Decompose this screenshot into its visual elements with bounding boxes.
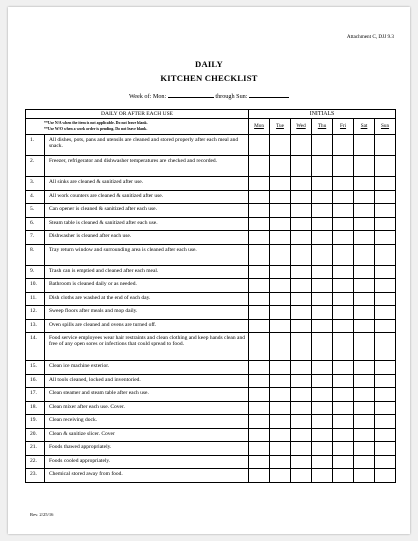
initials-cell-sat[interactable]: [354, 244, 375, 265]
initials-cell-sun[interactable]: [375, 279, 396, 293]
initials-cell-thu[interactable]: [312, 292, 333, 306]
initials-cell-fri[interactable]: [333, 319, 354, 333]
initials-cell-wed[interactable]: [291, 333, 312, 361]
checklist-row: [26, 333, 396, 361]
item-text: Chemical stored away from food.: [45, 469, 249, 483]
initials-cell-sat[interactable]: [354, 279, 375, 293]
item-number: 22.: [26, 455, 45, 469]
item-number: 23.: [26, 469, 45, 483]
item-number: 15.: [26, 361, 45, 375]
initials-cell-sun[interactable]: [375, 455, 396, 469]
checklist-row: [26, 156, 396, 177]
initials-cell-mon[interactable]: [249, 135, 270, 156]
item-text: Clean & sanitize slicer. Cover: [45, 428, 249, 442]
initials-cell-sun[interactable]: [375, 442, 396, 456]
initials-cell-sun[interactable]: [375, 217, 396, 231]
item-text: All dishes, pots, pans and utensils are cleaned and stored properly after each meal and snack.: [45, 135, 249, 156]
day-header-sun: Sun: [375, 119, 396, 135]
initials-cell-tue[interactable]: [270, 204, 291, 218]
initials-cell-mon[interactable]: [249, 333, 270, 361]
initials-cell-tue[interactable]: [270, 415, 291, 429]
week-of-label: Week of: Mon:: [128, 93, 167, 100]
item-text: Tray return window and surrounding area is cleaned after each use.: [45, 244, 249, 265]
initials-cell-wed[interactable]: [291, 469, 312, 483]
item-text: Bathroom is cleaned daily or as needed.: [45, 279, 249, 293]
item-number: 3.: [26, 177, 45, 191]
initials-cell-thu[interactable]: [312, 469, 333, 483]
initials-cell-thu[interactable]: [312, 415, 333, 429]
initials-cell-fri[interactable]: [333, 156, 354, 177]
revision-label: Rev. 2/25/16: [30, 512, 54, 517]
initials-cell-fri[interactable]: [333, 231, 354, 245]
checklist-row: [26, 374, 396, 388]
initials-cell-sun[interactable]: [375, 361, 396, 375]
initials-cell-fri[interactable]: [333, 428, 354, 442]
initials-cell-sun[interactable]: [375, 190, 396, 204]
item-text: Foods thawed appropriately.: [45, 442, 249, 456]
checklist-row: [26, 428, 396, 442]
initials-cell-mon[interactable]: [249, 442, 270, 456]
initials-cell-sat[interactable]: [354, 265, 375, 279]
item-number: 9.: [26, 265, 45, 279]
initials-cell-mon[interactable]: [249, 217, 270, 231]
week-line: [8, 91, 410, 100]
initials-cell-wed[interactable]: [291, 231, 312, 245]
initials-cell-sat[interactable]: [354, 415, 375, 429]
initials-cell-sun[interactable]: [375, 388, 396, 402]
initials-cell-tue[interactable]: [270, 217, 291, 231]
initials-cell-sun[interactable]: [375, 135, 396, 156]
initials-cell-wed[interactable]: [291, 415, 312, 429]
initials-cell-thu[interactable]: [312, 135, 333, 156]
item-text: Dish cloths are washed at the end of each day.: [45, 292, 249, 306]
item-text: All sinks are cleaned & sanitized after use.: [45, 177, 249, 191]
initials-cell-sat[interactable]: [354, 388, 375, 402]
initials-cell-thu[interactable]: [312, 265, 333, 279]
item-number: 21.: [26, 442, 45, 456]
initials-cell-thu[interactable]: [312, 374, 333, 388]
initials-cell-wed[interactable]: [291, 244, 312, 265]
initials-cell-sat[interactable]: [354, 361, 375, 375]
initials-cell-wed[interactable]: [291, 190, 312, 204]
initials-cell-tue[interactable]: [270, 469, 291, 483]
initials-cell-thu[interactable]: [312, 279, 333, 293]
item-text: Can opener is cleaned & sanitized after each use.: [45, 204, 249, 218]
initials-cell-wed[interactable]: [291, 177, 312, 191]
initials-cell-tue[interactable]: [270, 292, 291, 306]
initials-cell-mon[interactable]: [249, 177, 270, 191]
day-header-fri: Fri: [333, 119, 354, 135]
item-text: Oven spills are cleaned and ovens are turned off.: [45, 319, 249, 333]
initials-cell-wed[interactable]: [291, 374, 312, 388]
initials-cell-thu[interactable]: [312, 455, 333, 469]
initials-cell-mon[interactable]: [249, 306, 270, 320]
initials-cell-fri[interactable]: [333, 190, 354, 204]
item-text: Clean steamer and steam table after each use.: [45, 388, 249, 402]
initials-cell-wed[interactable]: [291, 306, 312, 320]
initials-cell-sat[interactable]: [354, 469, 375, 483]
item-number: 10.: [26, 279, 45, 293]
initials-cell-tue[interactable]: [270, 455, 291, 469]
initials-cell-wed[interactable]: [291, 265, 312, 279]
initials-cell-tue[interactable]: [270, 306, 291, 320]
initials-cell-fri[interactable]: [333, 244, 354, 265]
initials-cell-wed[interactable]: [291, 292, 312, 306]
initials-cell-sun[interactable]: [375, 333, 396, 361]
item-text: Dishwasher is cleaned after each use.: [45, 231, 249, 245]
initials-cell-sat[interactable]: [354, 401, 375, 415]
through-label: through Sun:: [215, 93, 248, 100]
item-number: 20.: [26, 428, 45, 442]
initials-cell-tue[interactable]: [270, 361, 291, 375]
initials-cell-mon[interactable]: [249, 469, 270, 483]
initials-cell-fri[interactable]: [333, 292, 354, 306]
initials-cell-sun[interactable]: [375, 306, 396, 320]
initials-cell-tue[interactable]: [270, 135, 291, 156]
initials-cell-thu[interactable]: [312, 156, 333, 177]
initials-cell-fri[interactable]: [333, 135, 354, 156]
initials-cell-wed[interactable]: [291, 401, 312, 415]
item-number: 5.: [26, 204, 45, 218]
initials-cell-mon[interactable]: [249, 190, 270, 204]
item-text: Foods cooled appropriately.: [45, 455, 249, 469]
checklist-row: [26, 306, 396, 320]
initials-cell-tue[interactable]: [270, 156, 291, 177]
checklist-row: [26, 204, 396, 218]
initials-cell-sat[interactable]: [354, 135, 375, 156]
checklist-row: [26, 135, 396, 156]
initials-cell-sat[interactable]: [354, 190, 375, 204]
initials-cell-mon[interactable]: [249, 388, 270, 402]
initials-cell-fri[interactable]: [333, 374, 354, 388]
initials-cell-wed[interactable]: [291, 217, 312, 231]
checklist-row: [26, 190, 396, 204]
initials-cell-wed[interactable]: [291, 455, 312, 469]
initials-cell-sat[interactable]: [354, 442, 375, 456]
item-number: 16.: [26, 374, 45, 388]
section-header: DAILY OR AFTER EACH USE: [26, 110, 249, 119]
initials-cell-thu[interactable]: [312, 190, 333, 204]
checklist-row: [26, 361, 396, 375]
title-kitchen-checklist: KITCHEN CHECKLIST: [160, 73, 258, 83]
title-daily: DAILY: [195, 59, 223, 69]
initials-cell-thu[interactable]: [312, 244, 333, 265]
day-header-thu: Thu: [312, 119, 333, 135]
initials-cell-tue[interactable]: [270, 244, 291, 265]
day-header-sat: Sat: [354, 119, 375, 135]
initials-cell-sun[interactable]: [375, 156, 396, 177]
day-header-tue: Tue: [270, 119, 291, 135]
initials-cell-tue[interactable]: [270, 190, 291, 204]
item-number: 7.: [26, 231, 45, 245]
initials-cell-fri[interactable]: [333, 177, 354, 191]
initials-cell-wed[interactable]: [291, 135, 312, 156]
initials-cell-thu[interactable]: [312, 231, 333, 245]
initials-cell-thu[interactable]: [312, 306, 333, 320]
initials-cell-mon[interactable]: [249, 428, 270, 442]
initials-cell-fri[interactable]: [333, 217, 354, 231]
initials-cell-sun[interactable]: [375, 204, 396, 218]
initials-cell-sun[interactable]: [375, 231, 396, 245]
initials-cell-sat[interactable]: [354, 374, 375, 388]
initials-cell-tue[interactable]: [270, 177, 291, 191]
initials-cell-sun[interactable]: [375, 265, 396, 279]
initials-cell-mon[interactable]: [249, 374, 270, 388]
item-text: Clean receiving dock.: [45, 415, 249, 429]
initials-cell-fri[interactable]: [333, 455, 354, 469]
initials-cell-tue[interactable]: [270, 279, 291, 293]
checklist-row: [26, 469, 396, 483]
initials-cell-tue[interactable]: [270, 428, 291, 442]
initials-cell-tue[interactable]: [270, 231, 291, 245]
initials-cell-mon[interactable]: [249, 361, 270, 375]
initials-cell-mon[interactable]: [249, 279, 270, 293]
initials-cell-mon[interactable]: [249, 415, 270, 429]
week-start-field[interactable]: [168, 91, 214, 98]
initials-cell-sun[interactable]: [375, 469, 396, 483]
item-number: 6.: [26, 217, 45, 231]
initials-cell-mon[interactable]: [249, 319, 270, 333]
initials-cell-fri[interactable]: [333, 469, 354, 483]
initials-cell-tue[interactable]: [270, 265, 291, 279]
initials-cell-mon[interactable]: [249, 244, 270, 265]
initials-cell-mon[interactable]: [249, 292, 270, 306]
checklist-row: [26, 388, 396, 402]
item-number: 13.: [26, 319, 45, 333]
initials-cell-sun[interactable]: [375, 415, 396, 429]
initials-cell-sun[interactable]: [375, 319, 396, 333]
initials-cell-sat[interactable]: [354, 455, 375, 469]
item-text: Sweep floors after meals and mop daily.: [45, 306, 249, 320]
initials-cell-sun[interactable]: [375, 177, 396, 191]
initials-cell-thu[interactable]: [312, 204, 333, 218]
initials-cell-wed[interactable]: [291, 279, 312, 293]
day-header-wed: Wed: [291, 119, 312, 135]
item-number: 17.: [26, 388, 45, 402]
initials-cell-sun[interactable]: [375, 401, 396, 415]
initials-cell-sat[interactable]: [354, 204, 375, 218]
initials-cell-fri[interactable]: [333, 361, 354, 375]
checklist-row: [26, 231, 396, 245]
initials-cell-mon[interactable]: [249, 265, 270, 279]
notes-day-row: [26, 119, 396, 135]
initials-cell-sat[interactable]: [354, 319, 375, 333]
item-text: Food service employees wear hair restraints and clean clothing and keep hands clean and free of any open sores or infections that could spread to food.: [45, 333, 249, 361]
initials-cell-sat[interactable]: [354, 217, 375, 231]
initials-cell-fri[interactable]: [333, 279, 354, 293]
item-number: 2.: [26, 156, 45, 177]
checklist-row: [26, 415, 396, 429]
item-number: 1.: [26, 135, 45, 156]
initials-cell-wed[interactable]: [291, 442, 312, 456]
initials-cell-mon[interactable]: [249, 156, 270, 177]
initials-cell-sun[interactable]: [375, 428, 396, 442]
item-text: Freezer, refrigerator and dishwasher temperatures are checked and recorded.: [45, 156, 249, 177]
item-number: 12.: [26, 306, 45, 320]
item-text: Clean ice machine exterior.: [45, 361, 249, 375]
checklist-row: [26, 244, 396, 265]
initials-cell-tue[interactable]: [270, 401, 291, 415]
initials-cell-thu[interactable]: [312, 333, 333, 361]
checklist-table: [25, 109, 396, 483]
initials-cell-tue[interactable]: [270, 388, 291, 402]
initials-cell-sat[interactable]: [354, 292, 375, 306]
initials-cell-fri[interactable]: [333, 265, 354, 279]
initials-cell-thu[interactable]: [312, 401, 333, 415]
initials-cell-thu[interactable]: [312, 177, 333, 191]
initials-cell-wed[interactable]: [291, 388, 312, 402]
initials-cell-mon[interactable]: [249, 231, 270, 245]
initials-cell-wed[interactable]: [291, 156, 312, 177]
checklist-row: [26, 177, 396, 191]
instruction-na: **Use N/A when the item is not applicable. Do not leave blank.: [44, 121, 148, 126]
initials-cell-wed[interactable]: [291, 428, 312, 442]
header-row: [26, 110, 396, 119]
item-text: All work counters are cleaned & sanitized after use.: [45, 190, 249, 204]
item-number: 18.: [26, 401, 45, 415]
checklist-row: [26, 319, 396, 333]
initials-cell-sat[interactable]: [354, 177, 375, 191]
initials-cell-sat[interactable]: [354, 428, 375, 442]
instructions-cell: [26, 119, 249, 135]
item-text: Clean mixer after each use. Cover.: [45, 401, 249, 415]
initials-cell-thu[interactable]: [312, 361, 333, 375]
instruction-wo: **Use W/O when a work order is pending. Do not leave blank.: [44, 126, 148, 131]
initials-cell-fri[interactable]: [333, 306, 354, 320]
checklist-row: [26, 401, 396, 415]
initials-cell-fri[interactable]: [333, 388, 354, 402]
initials-cell-thu[interactable]: [312, 428, 333, 442]
item-number: 19.: [26, 415, 45, 429]
initials-cell-sun[interactable]: [375, 292, 396, 306]
checklist-row: [26, 442, 396, 456]
checklist-page: [8, 7, 410, 534]
initials-cell-thu[interactable]: [312, 388, 333, 402]
initials-cell-tue[interactable]: [270, 442, 291, 456]
initials-cell-sat[interactable]: [354, 231, 375, 245]
attachment-label: Attachment C, DJJ 9.3: [346, 34, 394, 40]
item-number: 8.: [26, 244, 45, 265]
initials-cell-mon[interactable]: [249, 455, 270, 469]
item-number: 11.: [26, 292, 45, 306]
initials-cell-fri[interactable]: [333, 204, 354, 218]
checklist-row: [26, 455, 396, 469]
initials-cell-fri[interactable]: [333, 415, 354, 429]
initials-cell-wed[interactable]: [291, 204, 312, 218]
initials-header: INITIALS: [249, 110, 396, 119]
initials-cell-fri[interactable]: [333, 333, 354, 361]
initials-cell-fri[interactable]: [333, 401, 354, 415]
item-number: 14.: [26, 333, 45, 361]
item-text: Trash can is emptied and cleaned after each meal.: [45, 265, 249, 279]
initials-cell-mon[interactable]: [249, 204, 270, 218]
checklist-row: [26, 217, 396, 231]
initials-cell-wed[interactable]: [291, 319, 312, 333]
initials-cell-sat[interactable]: [354, 306, 375, 320]
day-header-mon: Mon: [249, 119, 270, 135]
initials-cell-wed[interactable]: [291, 361, 312, 375]
item-number: 4.: [26, 190, 45, 204]
item-text: Steam table is cleaned & sanitized after each use.: [45, 217, 249, 231]
initials-cell-sat[interactable]: [354, 156, 375, 177]
item-text: All tools cleaned, locked and inventoried.: [45, 374, 249, 388]
initials-cell-fri[interactable]: [333, 442, 354, 456]
checklist-row: [26, 265, 396, 279]
week-end-field[interactable]: [249, 91, 289, 98]
initials-cell-thu[interactable]: [312, 442, 333, 456]
initials-cell-sat[interactable]: [354, 333, 375, 361]
initials-cell-tue[interactable]: [270, 374, 291, 388]
checklist-row: [26, 292, 396, 306]
initials-cell-sun[interactable]: [375, 244, 396, 265]
initials-cell-mon[interactable]: [249, 401, 270, 415]
initials-cell-thu[interactable]: [312, 217, 333, 231]
initials-cell-thu[interactable]: [312, 319, 333, 333]
initials-cell-tue[interactable]: [270, 333, 291, 361]
checklist-row: [26, 279, 396, 293]
initials-cell-sun[interactable]: [375, 374, 396, 388]
initials-cell-tue[interactable]: [270, 319, 291, 333]
